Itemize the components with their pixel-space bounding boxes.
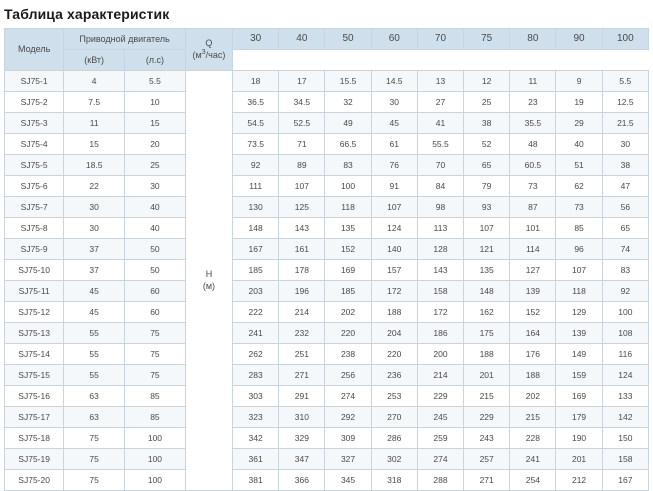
table-row [5,155,649,176]
cell-head-50: 185 [325,281,371,302]
cell-motor-hp: 85 [125,407,186,428]
cell-head-100: 150 [602,428,648,449]
cell-motor-hp: 40 [125,218,186,239]
cell-head-75: 229 [464,407,510,428]
cell-motor-kw: 75 [64,470,125,491]
cell-head-70: 158 [417,281,463,302]
header-flow-50: 50 [325,29,371,50]
cell-head-75: 93 [464,197,510,218]
cell-head-100: 65 [602,218,648,239]
cell-head-70: 200 [417,344,463,365]
cell-head-50: 309 [325,428,371,449]
cell-motor-kw: 45 [64,281,125,302]
cell-head-40: 196 [279,281,325,302]
cell-head-70: 274 [417,449,463,470]
table-row [5,449,649,470]
cell-motor-kw: 37 [64,239,125,260]
cell-head-90: 51 [556,155,602,176]
cell-head-70: 41 [417,113,463,134]
cell-model: SJ75-18 [5,428,64,449]
cell-motor-hp: 100 [125,470,186,491]
cell-model: SJ75-13 [5,323,64,344]
cell-head-40: 214 [279,302,325,323]
cell-head-75: 12 [464,71,510,92]
cell-model: SJ75-17 [5,407,64,428]
table-header [5,29,649,71]
cell-motor-hp: 20 [125,134,186,155]
cell-motor-hp: 30 [125,176,186,197]
cell-model: SJ75-6 [5,176,64,197]
cell-head-70: 113 [417,218,463,239]
cell-head-70: 98 [417,197,463,218]
cell-head-30: 54.5 [233,113,279,134]
cell-head-75: 121 [464,239,510,260]
cell-head-70: 229 [417,386,463,407]
cell-head-70: 128 [417,239,463,260]
cell-model: SJ75-1 [5,71,64,92]
cell-head-80: 176 [510,344,556,365]
cell-model: SJ75-16 [5,386,64,407]
cell-head-70: 27 [417,92,463,113]
cell-head-40: 161 [279,239,325,260]
cell-head-30: 381 [233,470,279,491]
cell-head-80: 23 [510,92,556,113]
cell-head-70: 214 [417,365,463,386]
table-row [5,344,649,365]
cell-head-90: 159 [556,365,602,386]
cell-head-50: 256 [325,365,371,386]
cell-head-60: 286 [371,428,417,449]
cell-head-60: 61 [371,134,417,155]
cell-head-75: 25 [464,92,510,113]
cell-head-75: 188 [464,344,510,365]
cell-head-60: 253 [371,386,417,407]
cell-head-90: 129 [556,302,602,323]
cell-motor-kw: 75 [64,428,125,449]
cell-head-40: 366 [279,470,325,491]
cell-head-30: 148 [233,218,279,239]
cell-head-90: 96 [556,239,602,260]
cell-head-50: 202 [325,302,371,323]
cell-head-30: 342 [233,428,279,449]
table-row [5,176,649,197]
cell-head-100: 133 [602,386,648,407]
cell-head-30: 303 [233,386,279,407]
cell-head-100: 116 [602,344,648,365]
table-row [5,323,649,344]
cell-head-60: 107 [371,197,417,218]
header-motor-hp: (л.с) [125,50,186,71]
header-model: Модель [5,29,64,71]
cell-head-30: 185 [233,260,279,281]
cell-head-75: 215 [464,386,510,407]
cell-head-50: 220 [325,323,371,344]
cell-head-50: 15.5 [325,71,371,92]
cell-head-60: 318 [371,470,417,491]
head-symbol: H [205,268,213,279]
cell-head-75: 271 [464,470,510,491]
cell-head-100: 21.5 [602,113,648,134]
cell-head-50: 152 [325,239,371,260]
cell-head-50: 238 [325,344,371,365]
cell-head-30: 283 [233,365,279,386]
cell-head-90: 118 [556,281,602,302]
table-row [5,302,649,323]
cell-head-100: 83 [602,260,648,281]
cell-motor-hp: 75 [125,344,186,365]
cell-head-60: 76 [371,155,417,176]
cell-model: SJ75-4 [5,134,64,155]
table-row [5,218,649,239]
table-row [5,239,649,260]
cell-motor-hp: 25 [125,155,186,176]
cell-model: SJ75-2 [5,92,64,113]
cell-head-75: 135 [464,260,510,281]
table-row [5,134,649,155]
header-row-top [5,29,649,50]
cell-head-30: 167 [233,239,279,260]
cell-motor-kw: 63 [64,407,125,428]
cell-head-90: 73 [556,197,602,218]
cell-head-75: 243 [464,428,510,449]
table-row [5,428,649,449]
cell-head-60: 236 [371,365,417,386]
table-row [5,197,649,218]
cell-head-80: 11 [510,71,556,92]
cell-head-30: 92 [233,155,279,176]
cell-head-60: 220 [371,344,417,365]
header-flow-unit-open: (м [192,50,202,60]
cell-motor-kw: 18.5 [64,155,125,176]
cell-head-75: 52 [464,134,510,155]
cell-head-70: 13 [417,71,463,92]
cell-head-100: 38 [602,155,648,176]
cell-head-70: 70 [417,155,463,176]
cell-head-40: 107 [279,176,325,197]
cell-head-unit [185,71,232,491]
cell-head-40: 291 [279,386,325,407]
cell-head-60: 172 [371,281,417,302]
cell-head-90: 201 [556,449,602,470]
cell-head-70: 172 [417,302,463,323]
cell-head-75: 148 [464,281,510,302]
cell-head-90: 9 [556,71,602,92]
cell-head-60: 302 [371,449,417,470]
cell-head-70: 186 [417,323,463,344]
header-flow-100: 100 [602,29,648,50]
cell-head-75: 65 [464,155,510,176]
cell-head-60: 204 [371,323,417,344]
cell-head-30: 361 [233,449,279,470]
cell-motor-kw: 37 [64,260,125,281]
cell-head-90: 40 [556,134,602,155]
cell-head-80: 139 [510,281,556,302]
cell-head-60: 157 [371,260,417,281]
cell-motor-kw: 55 [64,323,125,344]
cell-motor-kw: 30 [64,218,125,239]
head-unit: (м) [202,280,216,291]
cell-motor-kw: 30 [64,197,125,218]
cell-head-50: 135 [325,218,371,239]
cell-head-100: 12.5 [602,92,648,113]
cell-model: SJ75-12 [5,302,64,323]
cell-head-80: 228 [510,428,556,449]
cell-head-40: 125 [279,197,325,218]
cell-head-80: 60.5 [510,155,556,176]
cell-head-75: 162 [464,302,510,323]
cell-head-100: 158 [602,449,648,470]
header-flow-30: 30 [233,29,279,50]
cell-motor-kw: 55 [64,344,125,365]
cell-head-80: 101 [510,218,556,239]
table-row [5,386,649,407]
cell-head-50: 66.5 [325,134,371,155]
cell-model: SJ75-5 [5,155,64,176]
cell-head-50: 274 [325,386,371,407]
cell-head-30: 73.5 [233,134,279,155]
cell-head-50: 345 [325,470,371,491]
cell-motor-kw: 11 [64,113,125,134]
specification-table [4,28,649,491]
cell-head-70: 84 [417,176,463,197]
page-title: Таблица характеристик [4,6,170,22]
cell-head-80: 87 [510,197,556,218]
cell-head-75: 201 [464,365,510,386]
cell-head-50: 32 [325,92,371,113]
cell-head-60: 188 [371,302,417,323]
cell-motor-kw: 45 [64,302,125,323]
cell-head-60: 45 [371,113,417,134]
cell-head-50: 100 [325,176,371,197]
header-flow-unit [185,29,232,71]
cell-head-90: 107 [556,260,602,281]
cell-head-60: 91 [371,176,417,197]
cell-head-80: 215 [510,407,556,428]
cell-head-80: 114 [510,239,556,260]
cell-model: SJ75-19 [5,449,64,470]
cell-head-90: 139 [556,323,602,344]
cell-motor-hp: 50 [125,239,186,260]
header-flow-40: 40 [279,29,325,50]
header-flow-60: 60 [371,29,417,50]
cell-model: SJ75-9 [5,239,64,260]
cell-head-40: 329 [279,428,325,449]
cell-head-60: 270 [371,407,417,428]
cell-motor-hp: 15 [125,113,186,134]
header-flow-90: 90 [556,29,602,50]
cell-model: SJ75-20 [5,470,64,491]
cell-model: SJ75-14 [5,344,64,365]
header-flow-70: 70 [417,29,463,50]
cell-motor-hp: 85 [125,386,186,407]
cell-head-80: 254 [510,470,556,491]
cell-head-80: 127 [510,260,556,281]
cell-motor-hp: 75 [125,365,186,386]
cell-head-80: 48 [510,134,556,155]
cell-motor-hp: 5.5 [125,71,186,92]
cell-head-80: 73 [510,176,556,197]
cell-head-30: 262 [233,344,279,365]
cell-head-80: 188 [510,365,556,386]
cell-model: SJ75-10 [5,260,64,281]
table-row [5,281,649,302]
cell-head-100: 56 [602,197,648,218]
cell-head-40: 17 [279,71,325,92]
cell-head-60: 30 [371,92,417,113]
header-row-bottom [5,50,649,71]
cell-head-90: 179 [556,407,602,428]
cell-head-75: 107 [464,218,510,239]
cell-head-100: 92 [602,281,648,302]
cell-head-90: 85 [556,218,602,239]
cell-head-90: 190 [556,428,602,449]
cell-motor-hp: 10 [125,92,186,113]
table-row [5,113,649,134]
cell-head-70: 245 [417,407,463,428]
cell-motor-kw: 63 [64,386,125,407]
cell-head-60: 124 [371,218,417,239]
cell-motor-kw: 55 [64,365,125,386]
table-row [5,92,649,113]
table-row [5,71,649,92]
cell-head-80: 202 [510,386,556,407]
cell-head-50: 49 [325,113,371,134]
cell-head-40: 71 [279,134,325,155]
cell-motor-hp: 60 [125,302,186,323]
cell-head-70: 288 [417,470,463,491]
cell-head-80: 164 [510,323,556,344]
cell-head-90: 169 [556,386,602,407]
cell-model: SJ75-15 [5,365,64,386]
cell-head-50: 118 [325,197,371,218]
cell-head-50: 169 [325,260,371,281]
cell-head-90: 149 [556,344,602,365]
cell-head-70: 143 [417,260,463,281]
cell-motor-hp: 40 [125,197,186,218]
table-row [5,407,649,428]
cell-head-60: 140 [371,239,417,260]
cell-head-80: 152 [510,302,556,323]
cell-motor-hp: 100 [125,449,186,470]
cell-model: SJ75-3 [5,113,64,134]
cell-head-70: 259 [417,428,463,449]
cell-head-50: 292 [325,407,371,428]
cell-head-40: 178 [279,260,325,281]
cell-head-100: 167 [602,470,648,491]
cell-head-30: 203 [233,281,279,302]
cell-model: SJ75-7 [5,197,64,218]
table-row [5,260,649,281]
cell-head-80: 35.5 [510,113,556,134]
cell-motor-hp: 50 [125,260,186,281]
cell-head-90: 212 [556,470,602,491]
cell-head-50: 83 [325,155,371,176]
cell-motor-kw: 75 [64,449,125,470]
cell-head-60: 14.5 [371,71,417,92]
cell-head-40: 89 [279,155,325,176]
cell-head-40: 347 [279,449,325,470]
header-flow-80: 80 [510,29,556,50]
cell-head-30: 241 [233,323,279,344]
cell-head-40: 310 [279,407,325,428]
cell-head-40: 34.5 [279,92,325,113]
cell-head-30: 18 [233,71,279,92]
cell-head-100: 5.5 [602,71,648,92]
cell-head-100: 124 [602,365,648,386]
cell-head-30: 323 [233,407,279,428]
cell-head-90: 29 [556,113,602,134]
header-flow-75: 75 [464,29,510,50]
cell-head-90: 19 [556,92,602,113]
cell-head-70: 55.5 [417,134,463,155]
cell-motor-hp: 75 [125,323,186,344]
cell-head-75: 38 [464,113,510,134]
cell-motor-kw: 4 [64,71,125,92]
cell-head-75: 79 [464,176,510,197]
header-flow-unit-sup: 3 [201,49,206,56]
cell-head-75: 257 [464,449,510,470]
cell-head-90: 62 [556,176,602,197]
cell-head-100: 74 [602,239,648,260]
cell-head-100: 30 [602,134,648,155]
header-flow-unit-close: /час) [205,50,226,60]
cell-head-40: 232 [279,323,325,344]
cell-head-50: 327 [325,449,371,470]
cell-head-30: 130 [233,197,279,218]
cell-head-40: 251 [279,344,325,365]
cell-motor-kw: 15 [64,134,125,155]
header-flow-symbol: Q [205,37,213,48]
cell-motor-hp: 60 [125,281,186,302]
cell-head-100: 142 [602,407,648,428]
header-motor-kw: (кВт) [64,50,125,71]
cell-head-100: 100 [602,302,648,323]
cell-motor-hp: 100 [125,428,186,449]
cell-head-30: 36.5 [233,92,279,113]
cell-model: SJ75-11 [5,281,64,302]
cell-head-100: 47 [602,176,648,197]
table-row [5,365,649,386]
cell-motor-kw: 22 [64,176,125,197]
cell-head-30: 222 [233,302,279,323]
cell-motor-kw: 7.5 [64,92,125,113]
header-motor: Приводной двигатель [64,29,186,50]
cell-head-80: 241 [510,449,556,470]
table-row [5,470,649,491]
cell-head-30: 111 [233,176,279,197]
cell-head-40: 271 [279,365,325,386]
cell-head-40: 143 [279,218,325,239]
cell-head-40: 52.5 [279,113,325,134]
cell-model: SJ75-8 [5,218,64,239]
table-body [5,71,649,491]
cell-head-75: 175 [464,323,510,344]
cell-head-100: 108 [602,323,648,344]
